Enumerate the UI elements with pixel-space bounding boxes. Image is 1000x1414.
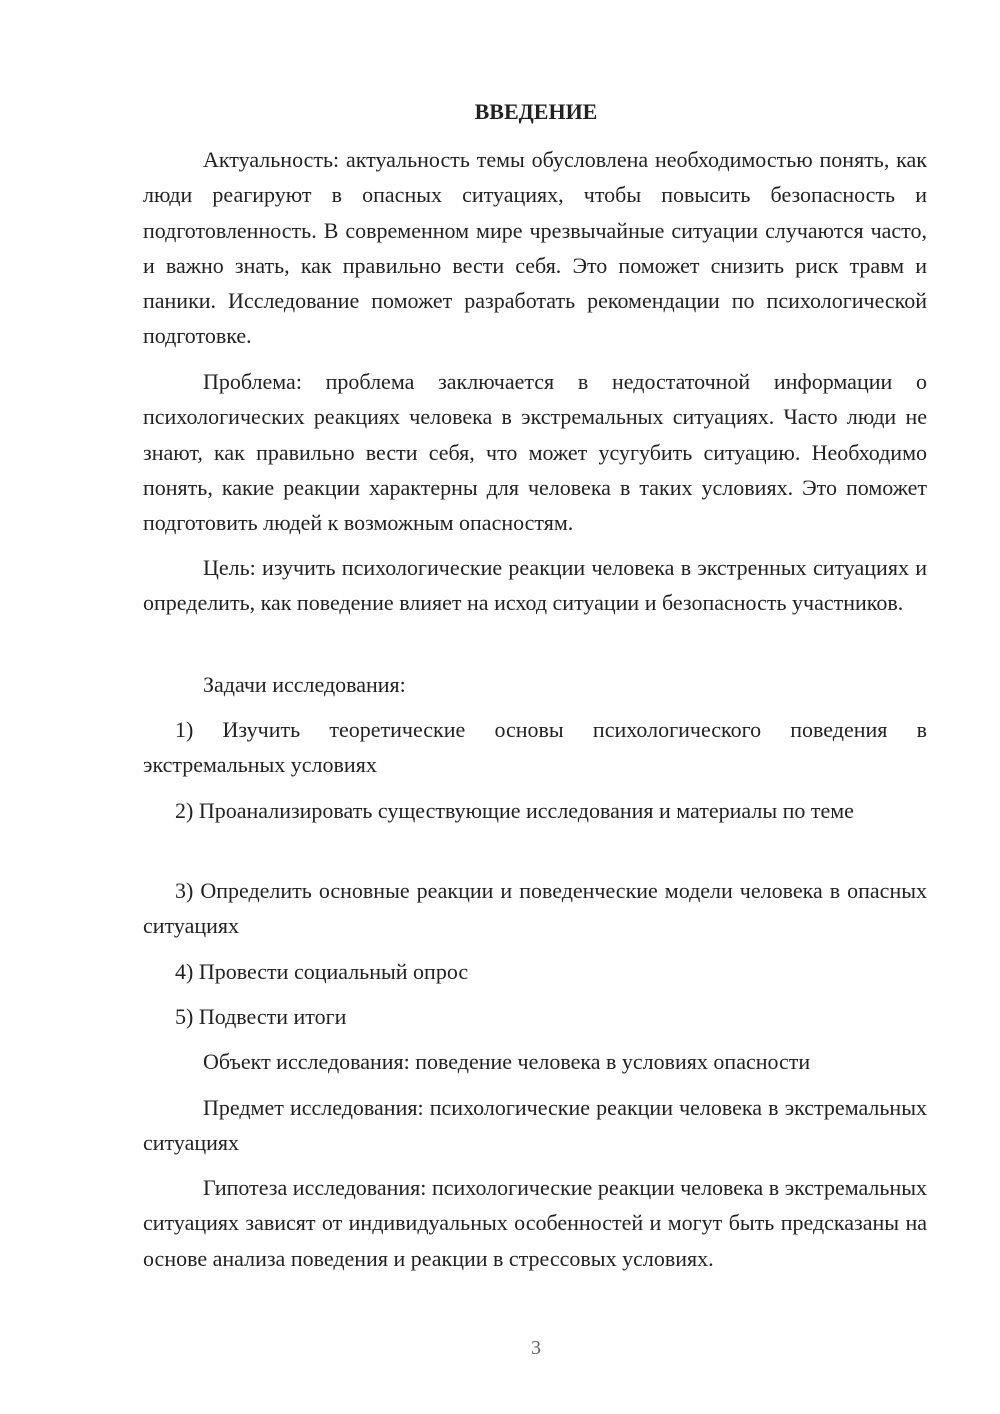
task-item-4: 4) Провести социальный опрос bbox=[175, 959, 469, 984]
relevance-paragraph: Актуальность: актуальность темы обусловлена необходимостью понять, как люди реагируют в опасных ситуациях, чтобы повысить безопасность и подготовленность. В современном мире чрезвычайные ситуации случаются часто, и важно знать, как правильно вести себя. Это поможет снизить риск травм и паники. Исследование поможет разработать рекомендации по психологической подготовке. bbox=[143, 147, 927, 349]
goal-paragraph: Цель: изучить психологические реакции человека в экстренных ситуациях и определить, как поведение влияет на исход ситуации и безопасность участников. bbox=[143, 555, 927, 616]
task-item-3: 3) Определить основные реакции и поведенческие модели человека в опасных ситуациях bbox=[143, 878, 927, 939]
problem-paragraph: Проблема: проблема заключается в недостаточной информации о психологических реакциях человека в экстремальных ситуациях. Часто люди не знают, как правильно вести себя, что может усугубить ситуацию. Необходимо понять, какие реакции характерны для человека в таких условиях. Это поможет подготовить людей к возможным опасностям. bbox=[143, 369, 927, 536]
task-item-5: 5) Подвести итоги bbox=[175, 1004, 347, 1029]
hypothesis-paragraph: Гипотеза исследования: психологические реакции человека в экстремальных ситуациях зависят от индивидуальных особенностей и могут быть предсказаны на основе анализа поведения и реакции в стрессовых условиях. bbox=[143, 1175, 927, 1271]
page-title: ВВЕДЕНИЕ bbox=[474, 99, 598, 124]
object-paragraph: Объект исследования: поведение человека в условиях опасности bbox=[203, 1049, 811, 1074]
task-item-2: 2) Проанализировать существующие исследования и материалы по теме bbox=[175, 798, 854, 823]
task-item-1: 1) Изучить теоретические основы психологического поведения в экстремальных условиях bbox=[143, 717, 927, 778]
page-number: 3 bbox=[531, 1337, 541, 1359]
tasks-heading: Задачи исследования: bbox=[203, 672, 406, 697]
subject-paragraph: Предмет исследования: психологические реакции человека в экстремальных ситуациях bbox=[143, 1095, 927, 1156]
